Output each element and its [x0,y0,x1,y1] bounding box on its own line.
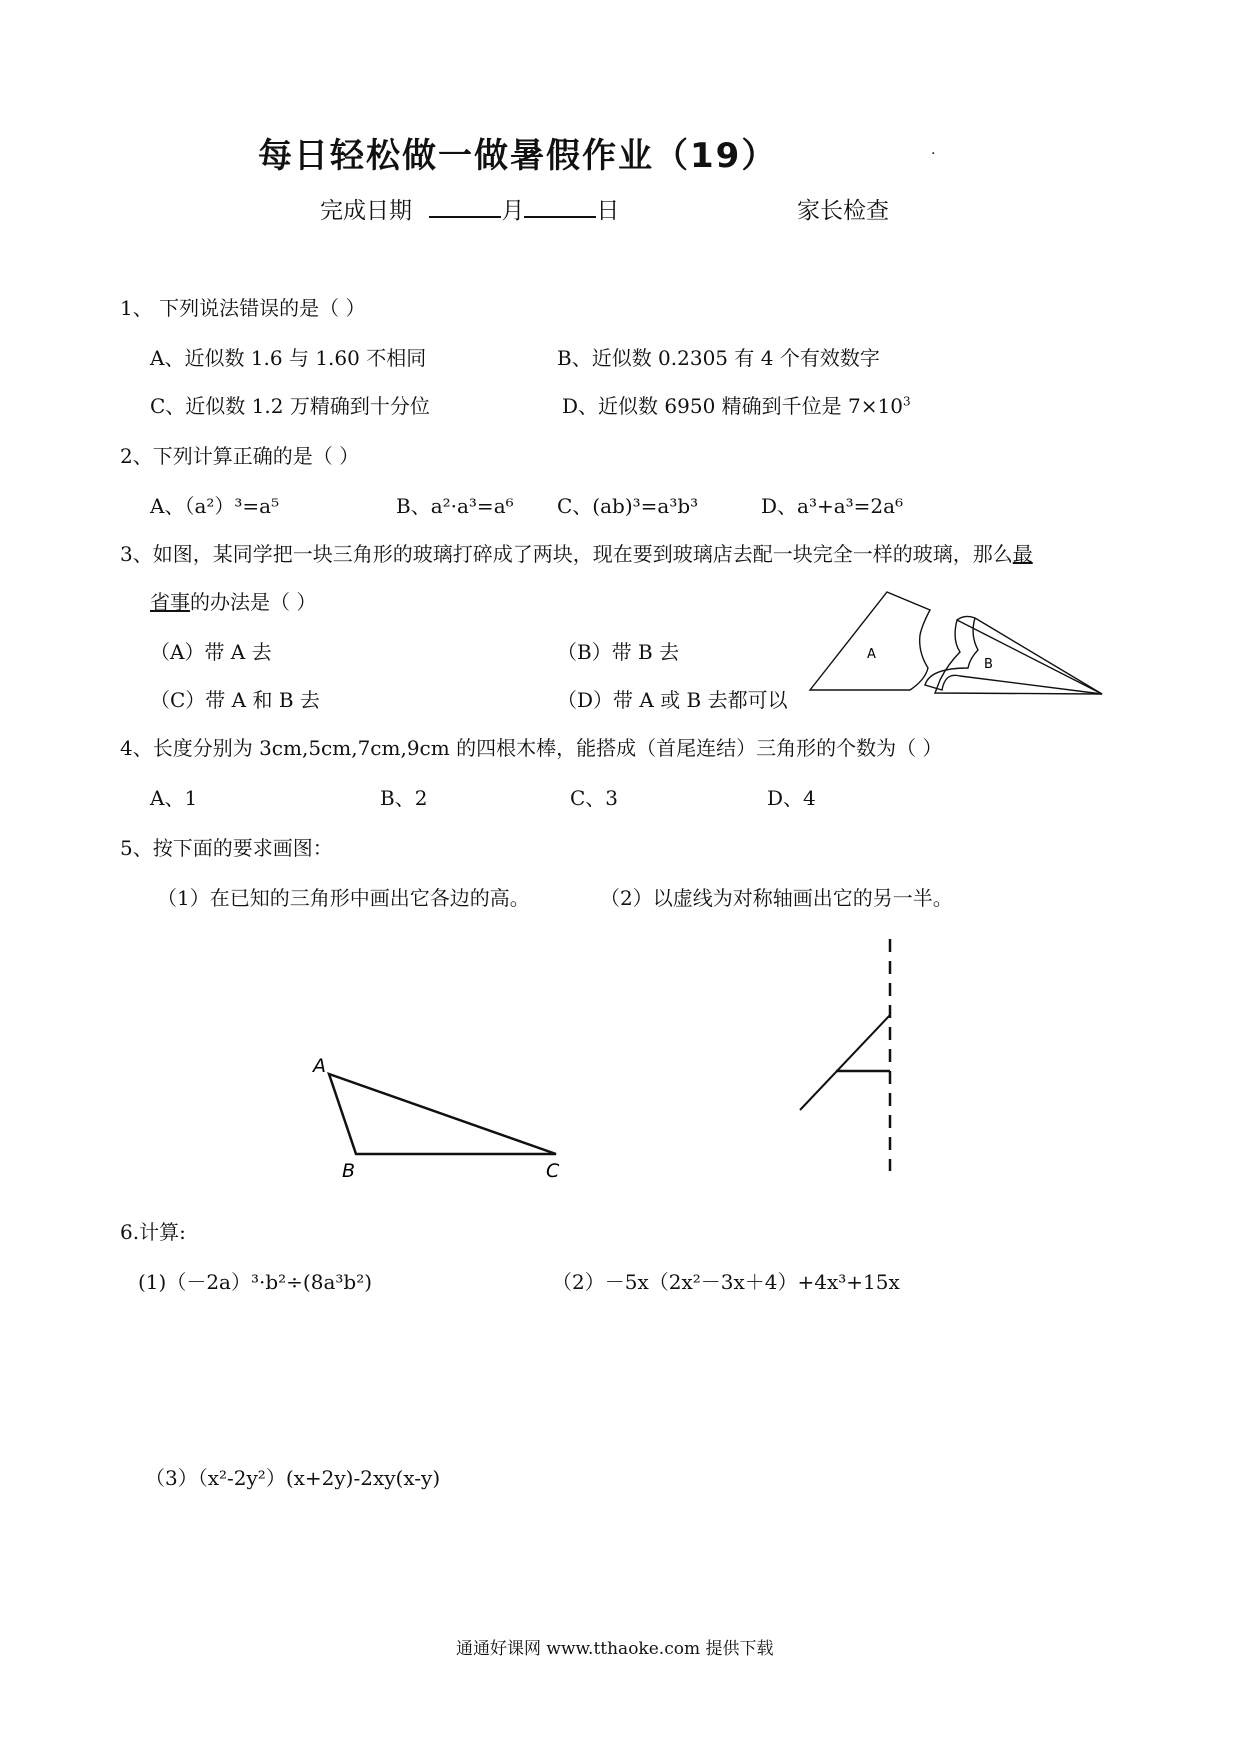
q1-option-d: D、近似数 6950 精确到千位是 $7\times 10^3$ [562,394,911,418]
day-blank[interactable] [524,196,596,218]
q1-stem: 1、 下列说法错误的是（ ） [120,296,366,320]
q6-part2: （2）－5x（2x²－3x＋4）+4x³+15x [552,1270,900,1294]
q3-option-c: （C）带 A 和 B 去 [150,688,320,712]
q2-option-a: A、（a²）³=a⁵ [150,494,280,518]
footer-source: 通通好课网 www.tthaoke.com 提供下载 [456,1639,774,1659]
q6-part3: （3）（x²-2y²）(x+2y)-2xy(x-y) [145,1466,441,1490]
symmetry-figure [790,935,920,1175]
q2-option-b: B、a²·a³=a⁶ [396,494,514,518]
glass-label-b: B [984,657,993,672]
q1-option-c: C、近似数 1.2 万精确到十分位 [150,394,430,418]
q1-option-b: B、近似数 0.2305 有 4 个有效数字 [557,346,880,370]
triangle-abc [329,1074,556,1154]
glass-piece-b-outline [925,616,1102,694]
vertex-c-label: C [546,1160,560,1182]
q6-part1: (1)（－2a）³·b²÷(8a³b²) [138,1270,373,1294]
q5-stem: 5、按下面的要求画图： [120,836,333,860]
day-label: 日 [596,198,620,224]
broken-glass-figure [800,580,1120,710]
q1-option-a: A、近似数 1.6 与 1.60 不相同 [150,346,427,370]
q4-option-b: B、2 [380,786,428,810]
glass-piece-a [810,592,930,690]
triangle-abc-figure [300,1040,590,1190]
q4-option-d: D、4 [767,786,816,810]
q3-option-b: （B）带 B 去 [557,640,680,664]
q4-stem: 4、长度分别为 3cm,5cm,7cm,9cm 的四根木棒，能搭成（首尾连结）三角形的个数为（ ） [120,736,943,760]
q3-option-a: （A）带 A 去 [150,640,272,664]
q4-option-c: C、3 [570,786,619,810]
q3-stem-line1: 3、如图，某同学把一块三角形的玻璃打碎成了两块，现在要到玻璃店去配一块完全一样的玻璃，那么最 [120,542,1033,566]
completion-date [320,192,619,225]
glass-label-a: A [867,647,876,662]
vertex-a-label: A [313,1055,326,1077]
q2-stem: 2、下列计算正确的是（ ） [120,444,360,468]
q2-option-c: C、(ab)³=a³b³ [557,494,699,518]
date-label: 完成日期 [320,198,412,224]
q5-part2: （2）以虚线为对称轴画出它的另一半。 [600,886,953,910]
q4-option-a: A、1 [150,786,198,810]
q6-stem: 6.计算: [120,1220,186,1244]
month-label: 月 [501,198,525,224]
month-blank[interactable] [429,196,501,218]
diagonal-segment [800,1015,890,1110]
parent-check: 家长检查 [797,198,889,224]
title-dot: . [931,142,936,158]
q2-option-d: D、a³+a³=2a⁶ [761,494,904,518]
q5-part1: （1）在已知的三角形中画出它各边的高。 [157,886,530,910]
q3-stem-line2: 省事的办法是（ ） [150,590,317,614]
page-title: 每日轻松做一做暑假作业（19） [258,136,778,176]
vertex-b-label: B [342,1160,356,1182]
q3-option-d: （D）带 A 或 B 去都可以 [557,688,788,712]
